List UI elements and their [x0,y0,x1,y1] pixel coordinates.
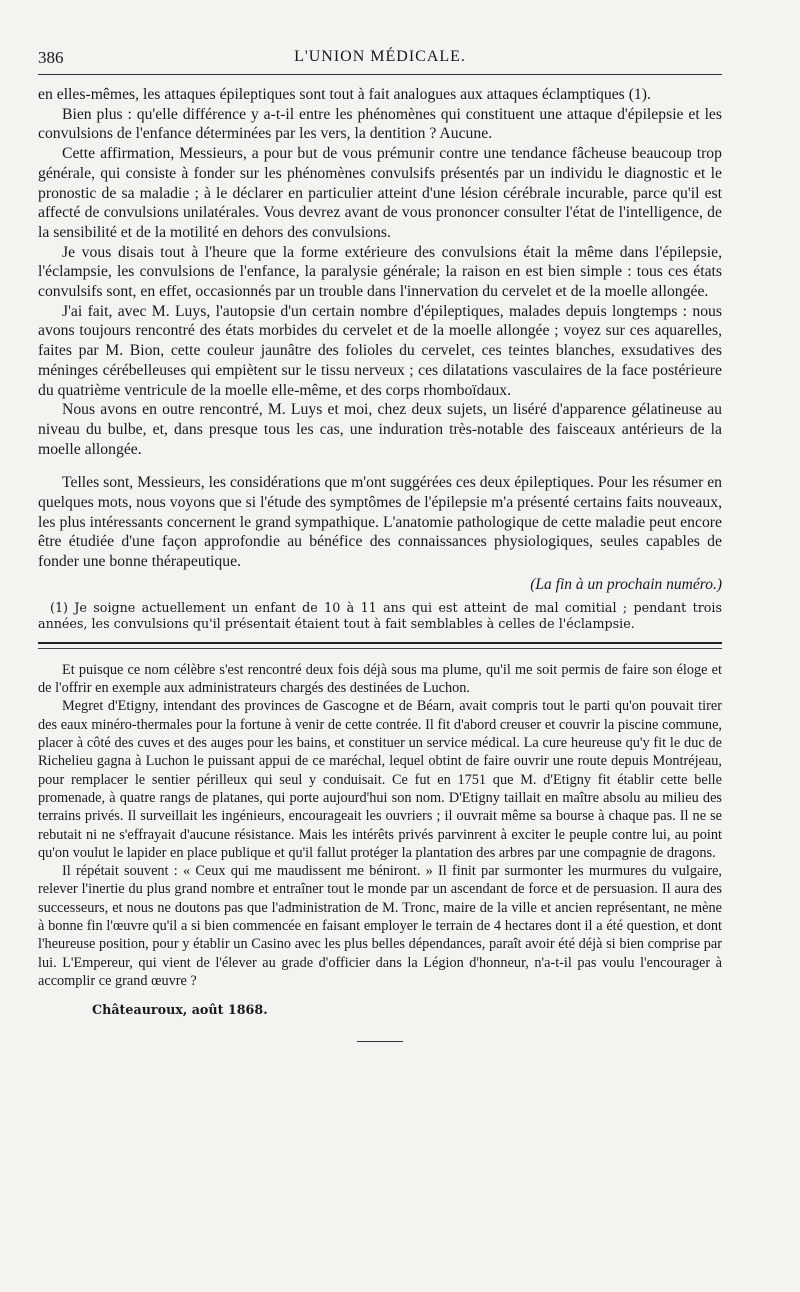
article-paragraph: Bien plus : qu'elle différence y a-t-il entre les phénomènes qui constituent une attaque d'épilepsie et les convulsions de l'enfance déterminées par les vers, la dentition ? Aucune. [38,105,722,143]
feuilleton-paragraph: Megret d'Etigny, intendant des provinces de Gascogne et de Béarn, avait compris tout le parti qu'on pouvait tirer des eaux minéro-thermales pour la fortune à venir de cette contrée. Il fit d'abord creuser et couvrir la piscine commune, placer à côté des cuves et des auges pour les bains, et constituer un service médical. La cure heureuse qu'y fit le duc de Richelieu gagna à Luchon le puissant appui de ce maréchal, lequel obtint de faire ouvrir une route depuis Montréjeau, pour remplacer le sentier périlleux qui seul y conduisait. Ce fut en 1751 que M. d'Etigny fit établir cette belle promenade, à quatre rangs de platanes, qui porte aujourd'hui son nom. D'Etigny taillait en maître absolu au milieu des terrains privés. Il surveillait les ingénieurs, encourageait les ouvriers ; il ouvrait même sa bourse à chaque pas. Il ne se rebutait ni ne s'effrayait d'aucune résistance. Mais les intérêts privés parvinrent à exciter le peuple contre lui, au point qu'on voulut le lapider en place publique et qu'il fallut protéger la plantation des arbres par une compagnie de dragons. [38,698,722,861]
feuilleton-divider [38,642,722,649]
end-rule [357,1041,403,1042]
article-paragraph: en elles-mêmes, les attaques épileptiques sont tout à fait analogues aux attaques éclamptiques (1). [38,86,651,103]
feuilleton-paragraph: Il répétait souvent : « Ceux qui me maudissent me béniront. » Il finit par surmonter les murmures du vulgaire, relever l'inertie du plus grand nombre et entraîner tout le monde par un ascendant de force et de persuasion. Il aura des successeurs, et nous ne doutons pas que l'administration de M. Tronc, maire de la ville et ancien représentant, ne mène à bonne fin l'œuvre qu'il a si bien commencée en faisant employer le terrain de 4 hectares dont il a été question, et dont l'heureuse position, pour y établir un Casino avec les plus belles dépendances, paraît avoir été déjà si bien comprise par lui. L'Empereur, qui vient de l'élever au grade d'officier dans la Légion d'honneur, n'a-t-il pas voulu l'encourager à accomplir ce grand œuvre ? [38,863,722,989]
page-header [38,48,722,75]
article-body [38,85,722,572]
article-paragraph: Nous avons en outre rencontré, M. Luys et moi, chez deux sujets, un liséré d'apparence gélatineuse au niveau du bulbe, et, dans presque tous les cas, une induration très-notable des faisceaux antérieurs de la moelle allongée. [38,401,722,458]
signature: Châteauroux, août 1868. [92,1002,268,1018]
article-paragraph: J'ai fait, avec M. Luys, l'autopsie d'un certain nombre d'épileptiques, malades depuis longtemps : nous avons toujours rencontré des états morbides du cervelet et de la moelle allongée ; voyez sur ces aquarelles, faites par M. Bion, cette couleur jaunâtre des folioles du cervelet, ces teintes blanches, exsudatives des méninges cérébelleuses qui empiètent sur le tissu nerveux ; ces dilatations vasculaires de la face postérieure du quatrième ventricule de la moelle elle-même, et des corps rhomboïdaux. [38,302,722,399]
article-paragraph: Cette affirmation, Messieurs, a pour but de vous prémunir contre une tendance fâcheuse beaucoup trop générale, qui consiste à fonder sur les phénomènes convulsifs présentés par un individu le diagnostic et le pronostic de sa maladie ; à le déclarer en particulier atteint d'une lésion cérébrale incurable, parce qu'il est affecté de convulsions unilatérales. Vous devrez avant de vous prononcer consulter l'état de l'intelligence, de la sensibilité et de la motilité en dehors des convulsions. [38,145,722,241]
page-number: 386 [38,48,64,67]
journal-title: L'UNION MÉDICALE. [294,48,466,65]
feuilleton-paragraph: Et puisque ce nom célèbre s'est rencontré deux fois déjà sous ma plume, qu'il me soit permis de faire son éloge et de l'offrir en exemple aux administrateurs chargés des destinées de Luchon. [38,661,722,697]
continuation-note: (La fin à un prochain numéro.) [530,575,722,593]
feuilleton-body [38,661,722,990]
footnote: (1) Je soigne actuellement un enfant de 10 à 11 ans qui est atteint de mal comitial ; pendant trois années, les convulsions qu'il présentait étaient tout à fait semblables à celles de l'éclampsie. [38,599,722,631]
article-paragraph: Telles sont, Messieurs, les considérations que m'ont suggérées ces deux épileptiques. Pour les résumer en quelques mots, nous voyons que si l'étude des symptômes de l'épilepsie m'a présenté certains faits nouveaux, les plus intéressants concernent le grand sympathique. L'anatomie pathologique de cette maladie peut encore être étudiée d'une façon approfondie au bénéfice des connaissances physiologiques, seules capables de fonder une bonne thérapeutique. [38,474,723,571]
article-paragraph: Je vous disais tout à l'heure que la forme extérieure des convulsions était la même dans l'épilepsie, l'éclampsie, les convulsions de l'enfance, la paralysie générale; la raison en est bien simple : tous ces états convulsifs sont, en effet, occasionnés par un trouble dans l'innervation du cervelet et de la moelle allongée. [38,243,722,301]
section-gap [38,459,722,473]
page [38,48,722,1042]
